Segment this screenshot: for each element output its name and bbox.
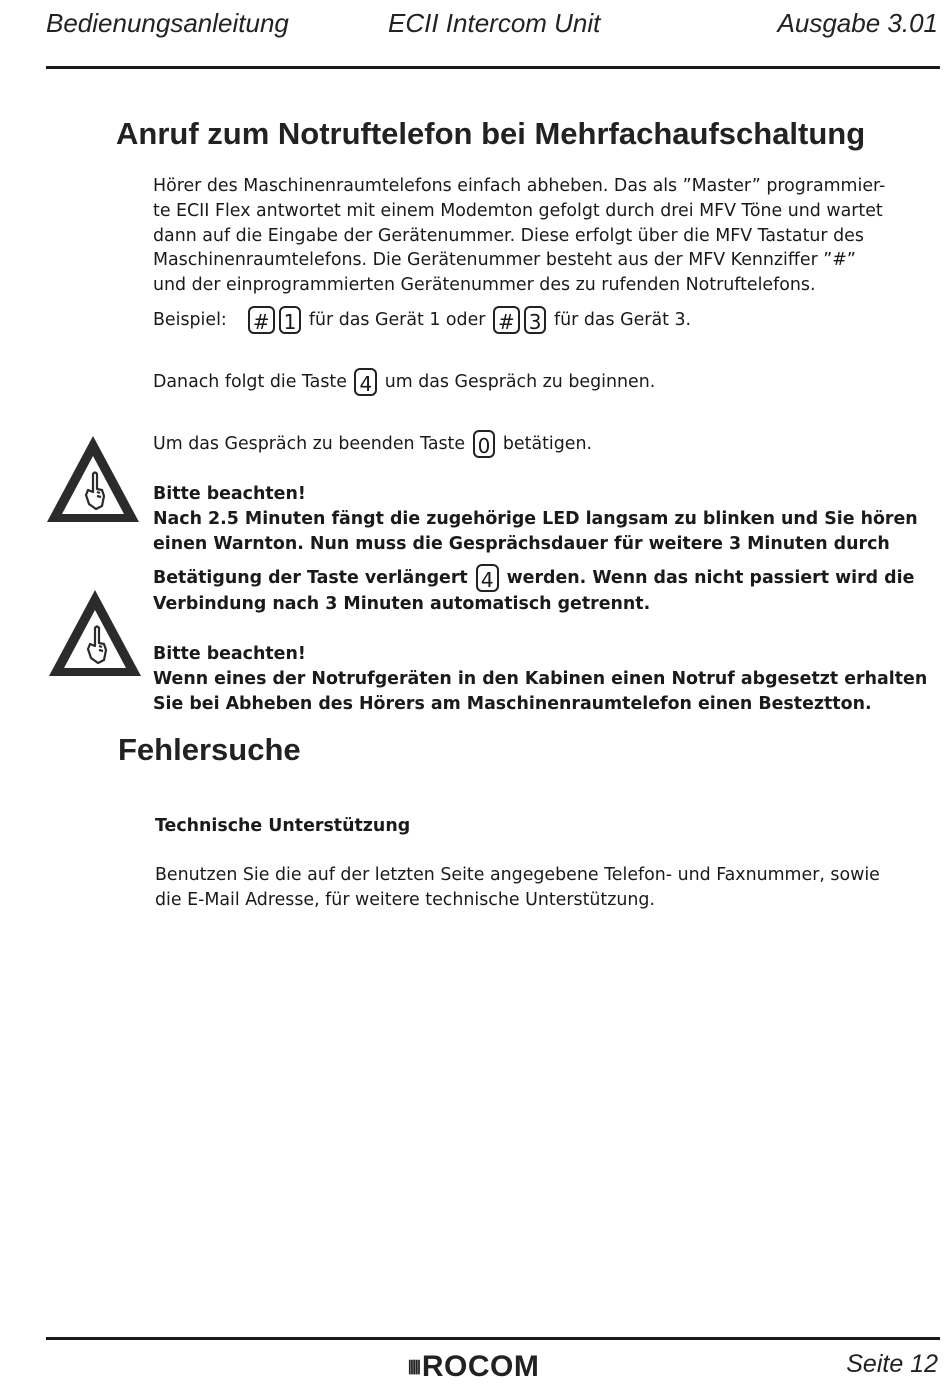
warning-hand-icon [46,586,144,680]
footer-rule [46,1337,940,1340]
intro-paragraph [153,174,943,298]
start-text-after: um das Gespräch zu beginnen. [384,372,656,392]
intro-line: dann auf die Eingabe der Gerätenummer. Diese erfolgt über die MFV Tastatur des [153,225,864,246]
note-line: Wenn eines der Notrufgeräten in den Kabinen einen Notruf abgesetzt erhalten [153,668,928,689]
support-line: Benutzen Sie die auf der letzten Seite angegebene Telefon- und Faxnummer, sowie [155,865,880,885]
header-rule [46,66,940,69]
start-text-before: Danach folgt die Taste [153,372,347,392]
start-call-line [153,368,943,396]
note-line: Nach 2.5 Minuten fängt die zugehörige LED langsam zu blinken und Sie hören [153,508,918,529]
end-text-before: Um das Gespräch zu beenden Taste [153,434,466,454]
key-0: 0 [473,430,496,458]
example-label: Beispiel: [153,310,227,330]
note-text-after: werden. Wenn das nicht passiert wird die [506,568,915,589]
warning-hand-icon [44,432,142,526]
key-4: 4 [476,564,499,592]
key-3: 3 [524,306,547,334]
note-line: Verbindung nach 3 Minuten automatisch getrennt. [153,594,651,615]
section-title-fehlersuche: Fehlersuche [118,732,301,767]
end-call-line [153,430,943,458]
support-subheading: Technische Unterstützung [155,816,411,836]
intro-line: und der einprogrammierten Gerätenummer des zu rufenden Notruftelefons. [153,275,816,296]
example-text-b: für das Gerät 3. [554,310,692,330]
note-1 [153,482,943,617]
header-edition: Ausgabe 3.01 [777,8,938,38]
header-product: ECII Intercom Unit [388,8,601,38]
rocom-logo-icon: ⦀⦀ [408,1357,418,1378]
example-text-a: für das Gerät 1 oder [308,310,486,330]
note-heading: Bitte beachten! [153,644,306,664]
end-text-after: betätigen. [502,434,593,454]
rocom-logo-text: ROCOM [421,1350,540,1383]
intro-line: Hörer des Maschinenraumtelefons einfach abheben. Das als ”Master” programmier- [153,176,886,196]
note-heading: Bitte beachten! [153,484,306,504]
section-title-notruf: Anruf zum Notruftelefon bei Mehrfachaufschaltung [116,116,866,151]
note-line: Sie bei Abheben des Hörers am Maschinenraumtelefon einen Besteztton. [153,693,872,714]
note-line: einen Warnton. Nun muss die Gesprächsdauer für weitere 3 Minuten durch [153,533,890,554]
example-line [153,306,943,334]
page-number: Seite 12 [846,1350,938,1378]
note-2 [153,642,943,716]
key-hash: # [248,306,275,334]
rocom-logo [408,1350,539,1384]
intro-line: Maschinenraumtelefons. Die Gerätenummer besteht aus der MFV Kennziffer ”#” [153,250,856,271]
support-line: die E-Mail Adresse, für weitere technische Unterstützung. [155,889,655,910]
key-4: 4 [354,368,377,396]
key-1: 1 [279,306,302,334]
note-text-before: Betätigung der Taste verlängert [153,568,468,589]
note-line-with-key [153,564,943,592]
intro-line: te ECII Flex antwortet mit einem Modemton gefolgt durch drei MFV Töne und wartet [153,200,883,221]
header-doc-type: Bedienungsanleitung [46,8,289,38]
key-hash: # [493,306,520,334]
support-paragraph [155,863,945,913]
